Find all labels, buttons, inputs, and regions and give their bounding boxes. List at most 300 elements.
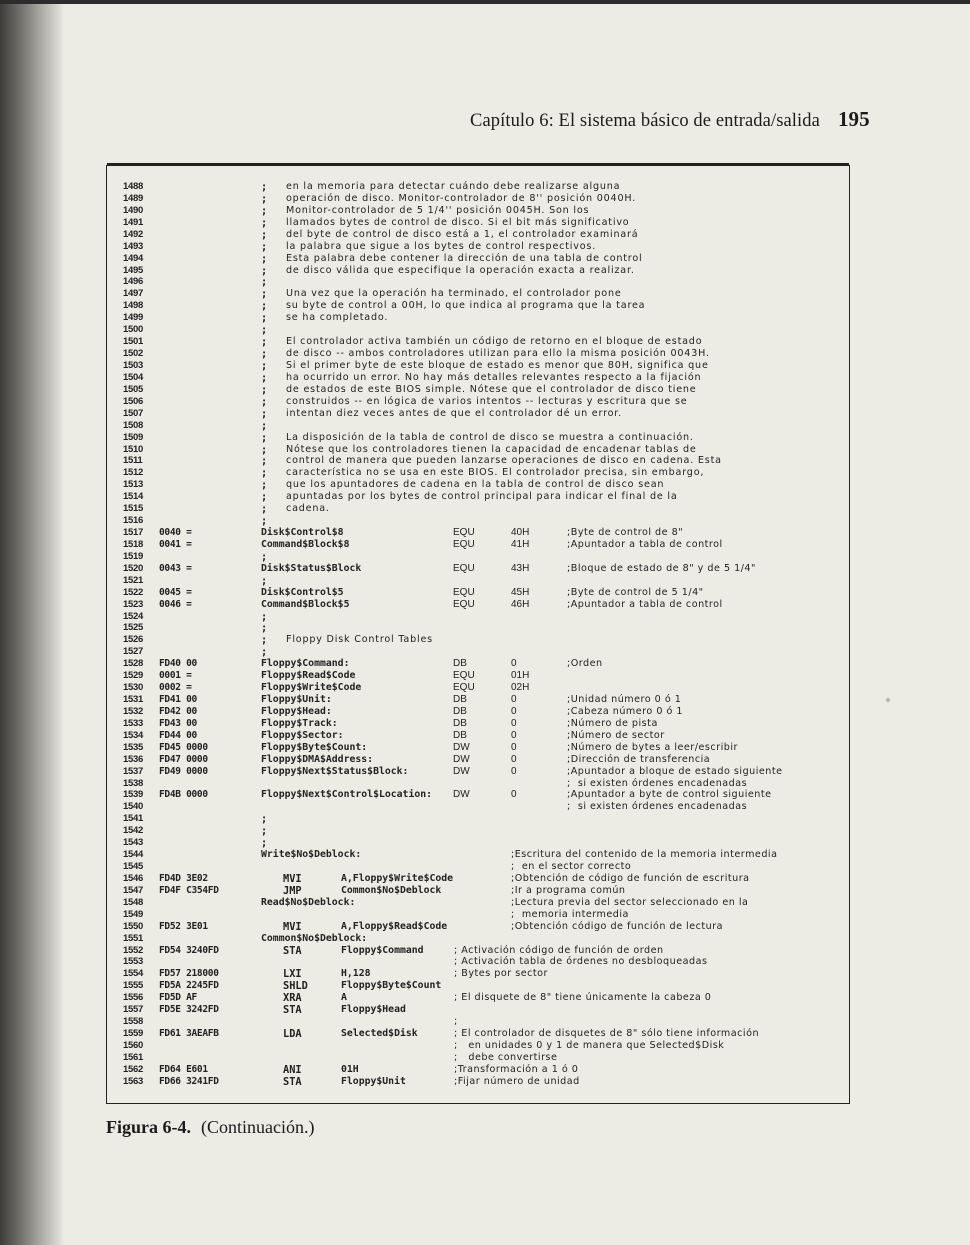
comment-marker: ; — [261, 181, 268, 193]
address-code: FD5D AF — [159, 992, 197, 1004]
figure-caption — [106, 1117, 314, 1138]
remark: ;Ir a programa común — [511, 884, 626, 896]
comment-marker: ; — [261, 634, 268, 647]
comment-text: de estados de este BIOS simple. Nótese que el controlador de disco tiene — [286, 383, 697, 395]
comment-marker: ; — [261, 192, 268, 205]
line-number: 1491 — [123, 216, 143, 228]
comment-text: del byte de control de disco está a 1, el controlador examinará — [286, 228, 639, 240]
line-number: 1550 — [123, 920, 143, 932]
line-number: 1516 — [123, 515, 143, 526]
line-number: 1560 — [123, 1040, 143, 1051]
address-code: FD4B 0000 — [159, 789, 208, 801]
remark: ;Escritura del contenido de la memoria intermedia — [511, 849, 778, 861]
page-header — [470, 107, 870, 132]
code-line — [123, 479, 850, 491]
comment-marker: ; — [261, 837, 268, 850]
remark: ;Apuntador a tabla de control — [567, 538, 723, 550]
code-line — [123, 980, 850, 992]
address-code: 0043 = — [159, 562, 192, 574]
code-line — [123, 575, 850, 587]
line-number: 1529 — [123, 670, 143, 682]
code-line — [123, 396, 850, 408]
address-code: FD5E 3242FD — [159, 1004, 219, 1016]
line-number: 1504 — [123, 371, 143, 383]
opcode: MVI — [283, 920, 302, 933]
instruction-operand: Floppy$Unit — [341, 1075, 406, 1087]
page-number: 195 — [837, 107, 870, 131]
comment-marker: ; — [261, 383, 268, 396]
line-number: 1496 — [123, 276, 143, 288]
operand-value: 0 — [511, 705, 517, 717]
line-number: 1542 — [123, 825, 143, 837]
line-number: 1546 — [123, 872, 143, 884]
line-number: 1521 — [123, 574, 143, 586]
remark: ; si existen órdenes encadenadas — [567, 777, 748, 789]
code-line — [123, 288, 850, 300]
comment-text: la palabra que sigue a los bytes de control respectivos. — [286, 240, 597, 252]
comment-text: Floppy Disk Control Tables — [286, 634, 433, 646]
symbol-label: Command$Block$8 — [261, 538, 350, 550]
comment-marker: ; — [261, 336, 268, 349]
address-code: FD45 0000 — [159, 741, 208, 753]
line-number: 1552 — [123, 944, 143, 956]
remark: ; en el sector correcto — [511, 861, 632, 872]
symbol-label: Floppy$Next$Control$Location: — [261, 789, 433, 801]
line-number: 1488 — [123, 181, 143, 192]
line-number: 1508 — [123, 419, 143, 431]
code-line — [123, 873, 850, 885]
code-line — [123, 742, 850, 754]
comment-text: ha ocurrido un error. No hay más detalles relevantes respecto a la fijación — [286, 371, 702, 383]
remark: ;Transformación a 1 ó 0 — [454, 1063, 579, 1075]
comment-marker: ; — [261, 622, 268, 635]
comment-marker: ; — [261, 467, 268, 480]
figure-caption-text: (Continuación.) — [201, 1117, 315, 1137]
instruction-operand: A,Floppy$Write$Code — [341, 872, 454, 884]
address-code: FD42 00 — [159, 705, 197, 717]
opcode: LDA — [283, 1028, 302, 1040]
code-line — [123, 1016, 850, 1028]
address-code: 0041 = — [159, 538, 192, 550]
line-number: 1503 — [123, 359, 143, 371]
code-line — [123, 205, 850, 217]
line-number: 1528 — [123, 658, 143, 670]
address-code: 0046 = — [159, 598, 192, 610]
comment-marker: ; — [261, 419, 268, 432]
address-code: FD47 0000 — [159, 753, 208, 765]
address-code: FD54 3240FD — [159, 944, 219, 956]
operand-value: 0 — [511, 729, 517, 741]
directive: DW — [453, 741, 470, 753]
code-line — [123, 467, 850, 479]
opcode: STA — [283, 1075, 302, 1088]
comment-marker: ; — [261, 252, 268, 265]
comment-text: Una vez que la operación ha terminado, el controlador pone — [286, 288, 622, 300]
line-number: 1555 — [123, 980, 143, 992]
operand-value: 02H — [511, 682, 530, 694]
code-line — [123, 992, 850, 1004]
line-number: 1512 — [123, 467, 143, 479]
code-line — [123, 300, 850, 312]
symbol-label: Floppy$Write$Code — [261, 682, 362, 694]
address-code: FD41 00 — [159, 694, 197, 705]
directive: EQU — [453, 562, 475, 574]
comment-marker: ; — [261, 348, 268, 360]
line-number: 1533 — [123, 717, 143, 729]
code-line — [123, 813, 850, 825]
remark: ; si existen órdenes encadenadas — [567, 801, 748, 813]
code-line — [123, 408, 850, 420]
comment-marker: ; — [261, 395, 268, 408]
line-number: 1543 — [123, 837, 143, 849]
operand-value: 01H — [511, 670, 530, 682]
code-line — [123, 933, 850, 945]
line-number: 1547 — [123, 884, 143, 896]
code-line — [123, 718, 850, 730]
figure-label: Figura 6-4. — [106, 1117, 191, 1137]
remark: ;Byte de control de 8" — [567, 527, 684, 538]
line-number: 1492 — [123, 228, 143, 240]
directive: EQU — [453, 527, 475, 538]
address-code: FD61 3AEAFB — [159, 1028, 219, 1039]
remark: ;Número de bytes a leer/escribir — [567, 741, 738, 753]
address-code: FD40 00 — [159, 658, 197, 670]
operand-value: 45H — [511, 586, 530, 598]
code-line — [123, 634, 850, 646]
code-line — [123, 372, 850, 384]
symbol-label: Write$No$Deblock: — [261, 849, 362, 861]
remark: ;Unidad número 0 ó 1 — [567, 694, 682, 705]
instruction-operand: A,Floppy$Read$Code — [341, 920, 448, 932]
line-number: 1510 — [123, 443, 143, 455]
code-line — [123, 956, 850, 968]
instruction-operand: H,128 — [341, 968, 371, 980]
remark: ;Cabeza número 0 ó 1 — [567, 705, 684, 717]
symbol-label: Floppy$Command: — [261, 658, 350, 670]
instruction-operand: Floppy$Head — [341, 1004, 406, 1016]
code-line — [123, 181, 850, 193]
code-line — [123, 646, 850, 658]
symbol-label: Floppy$Unit: — [261, 694, 332, 705]
comment-marker: ; — [261, 825, 268, 838]
instruction-operand: 01H — [341, 1063, 359, 1075]
directive: DB — [453, 729, 467, 741]
comment-marker: ; — [261, 288, 268, 301]
instruction-operand: Selected$Disk — [341, 1028, 418, 1039]
code-line — [123, 1064, 850, 1076]
address-code: FD4D 3E02 — [159, 872, 208, 884]
opcode: LXI — [283, 968, 302, 981]
code-line — [123, 909, 850, 921]
symbol-label: Floppy$Sector: — [261, 729, 344, 741]
code-line — [123, 336, 850, 348]
address-code: FD52 3E01 — [159, 920, 208, 932]
remark: ; Activación código de función de orden — [454, 944, 664, 956]
code-line — [123, 622, 850, 634]
top-edge — [0, 0, 970, 4]
opcode: JMP — [283, 884, 302, 897]
directive: DW — [453, 765, 470, 777]
operand-value: 46H — [511, 598, 530, 610]
code-line — [123, 384, 850, 396]
address-code: FD44 00 — [159, 729, 197, 741]
line-number: 1540 — [123, 801, 143, 813]
code-line — [123, 670, 850, 682]
directive: EQU — [453, 670, 475, 682]
line-number: 1523 — [123, 598, 143, 610]
operand-value: 0 — [511, 789, 517, 801]
opcode: XRA — [283, 992, 302, 1005]
code-line — [123, 1040, 850, 1052]
instruction-operand: A — [341, 992, 347, 1004]
remark: ;Apuntador a byte de control siguiente — [567, 789, 772, 801]
remark: ; — [454, 1016, 458, 1028]
line-number: 1493 — [123, 240, 143, 252]
directive: DB — [453, 705, 467, 717]
code-line — [123, 789, 850, 801]
symbol-label: Floppy$Next$Status$Block: — [261, 765, 409, 777]
operand-value: 0 — [511, 741, 517, 753]
comment-text: llamados bytes de control de disco. Si el bit más significativo — [286, 216, 630, 228]
code-line — [123, 432, 850, 444]
code-line — [123, 885, 850, 897]
line-number: 1526 — [123, 634, 143, 646]
line-number: 1554 — [123, 968, 143, 980]
comment-marker: ; — [261, 324, 268, 337]
line-number: 1545 — [123, 861, 143, 872]
line-number: 1489 — [123, 192, 143, 204]
comment-marker: ; — [261, 443, 268, 456]
code-line — [123, 599, 850, 611]
address-code: 0045 = — [159, 586, 192, 598]
line-number: 1513 — [123, 479, 143, 491]
chapter-title: Capítulo 6: El sistema básico de entrada/salida — [470, 111, 820, 131]
line-number: 1490 — [123, 204, 143, 216]
directive: DW — [453, 789, 470, 801]
code-line — [123, 324, 850, 336]
line-number: 1534 — [123, 729, 143, 741]
line-number: 1562 — [123, 1063, 143, 1075]
remark: ; Bytes por sector — [454, 968, 548, 980]
line-number: 1524 — [123, 610, 143, 622]
code-line — [123, 861, 850, 873]
comment-marker: ; — [261, 813, 268, 826]
line-number: 1544 — [123, 849, 143, 861]
code-line — [123, 217, 850, 229]
symbol-label: Read$No$Deblock: — [261, 896, 356, 908]
code-line — [123, 837, 850, 849]
line-number: 1535 — [123, 741, 143, 753]
line-number: 1495 — [123, 264, 143, 276]
directive: DB — [453, 658, 467, 670]
code-line — [123, 706, 850, 718]
line-number: 1494 — [123, 252, 143, 264]
directive: DW — [453, 753, 470, 765]
comment-marker: ; — [261, 264, 268, 277]
comment-marker: ; — [261, 204, 268, 217]
line-number: 1551 — [123, 932, 143, 944]
code-line — [123, 1076, 850, 1088]
code-line — [123, 754, 850, 766]
line-number: 1549 — [123, 908, 143, 920]
comment-marker: ; — [261, 550, 268, 563]
remark: ;Lectura previa del sector seleccionado en la — [511, 896, 749, 908]
line-number: 1500 — [123, 324, 143, 336]
symbol-label: Floppy$Read$Code — [261, 670, 356, 682]
directive: DB — [453, 694, 467, 705]
address-code: FD4F C354FD — [159, 884, 219, 896]
address-code: FD43 00 — [159, 717, 197, 729]
comment-text: apuntadas por los bytes de control principal para indicar el final de la — [286, 491, 678, 503]
line-number: 1502 — [123, 348, 143, 359]
comment-marker: ; — [261, 503, 268, 516]
directive: DB — [453, 717, 467, 729]
code-line — [123, 503, 850, 515]
code-line — [123, 849, 850, 861]
line-number: 1557 — [123, 1004, 143, 1016]
remark: ;Orden — [567, 658, 603, 670]
code-line — [123, 455, 850, 467]
line-number: 1532 — [123, 705, 143, 717]
comment-text: control de manera que pueden lanzarse operaciones de disco en cadena. Esta — [286, 455, 722, 467]
line-number: 1531 — [123, 694, 143, 705]
comment-marker: ; — [261, 276, 268, 289]
code-line — [123, 1052, 850, 1064]
symbol-label: Disk$Control$5 — [261, 586, 344, 598]
address-code: 0040 = — [159, 527, 192, 538]
line-number: 1558 — [123, 1016, 143, 1028]
remark: ;Obtención de código de función de escritura — [511, 872, 750, 884]
symbol-label: Floppy$Head: — [261, 705, 332, 717]
comment-marker: ; — [261, 431, 268, 444]
comment-marker: ; — [261, 646, 268, 659]
address-code: FD66 3241FD — [159, 1075, 219, 1087]
line-number: 1525 — [123, 622, 143, 634]
code-line — [123, 825, 850, 837]
comment-text: se ha completado. — [286, 312, 389, 324]
remark: ;Apuntador a bloque de estado siguiente — [567, 765, 783, 777]
line-number: 1563 — [123, 1075, 143, 1087]
operand-value: 41H — [511, 538, 530, 550]
code-line — [123, 229, 850, 241]
comment-marker: ; — [261, 312, 268, 325]
symbol-label: Floppy$DMA$Address: — [261, 753, 374, 765]
comment-text: construidos -- en lógica de varios intentos -- lecturas y escritura que se — [286, 395, 688, 407]
line-number: 1498 — [123, 300, 143, 312]
instruction-operand: Common$No$Deblock — [341, 884, 442, 896]
code-line — [123, 551, 850, 563]
line-number: 1559 — [123, 1028, 143, 1039]
comment-marker: ; — [261, 455, 268, 468]
address-code: FD49 0000 — [159, 765, 208, 777]
comment-text: Monitor-controlador de 5 1/4'' posición 0045H. Son los — [286, 204, 590, 216]
code-line — [123, 241, 850, 253]
code-line — [123, 730, 850, 742]
symbol-label: Common$No$Deblock: — [261, 932, 368, 944]
comment-text: que los apuntadores de cadena en la tabla de control de disco sean — [286, 479, 665, 491]
line-number: 1507 — [123, 407, 143, 419]
remark: ; memoria intermedia — [511, 908, 629, 920]
instruction-operand: Floppy$Command — [341, 944, 424, 956]
remark: ; debe convertirse — [454, 1051, 558, 1063]
comment-marker: ; — [261, 216, 268, 229]
line-number: 1519 — [123, 550, 143, 562]
opcode: STA — [283, 1004, 302, 1017]
comment-text: su byte de control a 00H, lo que indica al programa que la tarea — [286, 300, 646, 312]
comment-text: La disposición de la tabla de control de disco se muestra a continuación. — [286, 431, 694, 443]
symbol-label: Command$Block$5 — [261, 598, 350, 610]
comment-marker: ; — [261, 491, 268, 504]
line-number: 1518 — [123, 538, 143, 550]
code-line — [123, 312, 850, 324]
line-number: 1537 — [123, 765, 143, 777]
directive: EQU — [453, 586, 475, 598]
comment-marker: ; — [261, 574, 268, 587]
symbol-label: Floppy$Track: — [261, 717, 338, 729]
comment-marker: ; — [261, 300, 268, 313]
line-number: 1515 — [123, 503, 143, 515]
symbol-label: Floppy$Byte$Count: — [261, 741, 368, 753]
code-line — [123, 945, 850, 957]
address-code: FD57 218000 — [159, 968, 219, 980]
code-line — [123, 694, 850, 706]
operand-value: 43H — [511, 562, 530, 574]
remark: ; El controlador de disquetes de 8" sólo tiene información — [454, 1028, 760, 1039]
code-line — [123, 921, 850, 933]
code-line — [123, 801, 850, 813]
operand-value: 40H — [511, 527, 530, 538]
comment-marker: ; — [261, 240, 268, 253]
code-line — [123, 265, 850, 277]
comment-text: de disco válida que especifique la operación exacta a realizar. — [286, 264, 635, 276]
address-code: FD5A 2245FD — [159, 980, 219, 992]
directive: EQU — [453, 538, 475, 550]
remark: ;Número de sector — [567, 729, 665, 741]
instruction-operand: Floppy$Byte$Count — [341, 980, 442, 992]
symbol-label: Disk$Control$8 — [261, 527, 344, 538]
comment-text: cadena. — [286, 503, 330, 515]
line-number: 1522 — [123, 586, 143, 598]
comment-marker: ; — [261, 479, 268, 492]
line-number: 1527 — [123, 646, 143, 658]
line-number: 1530 — [123, 682, 143, 694]
code-line — [123, 276, 850, 288]
line-number: 1499 — [123, 312, 143, 324]
line-number: 1506 — [123, 395, 143, 407]
code-line — [123, 360, 850, 372]
code-line — [123, 1004, 850, 1016]
directive: EQU — [453, 682, 475, 694]
comment-marker: ; — [261, 359, 268, 372]
remark: ; en unidades 0 y 1 de manera que Selected$Disk — [454, 1040, 725, 1051]
symbol-label: Disk$Status$Block — [261, 562, 362, 574]
code-line — [123, 658, 850, 670]
remark: ;Byte de control de 5 1/4" — [567, 586, 704, 598]
comment-marker: ; — [261, 371, 268, 384]
comment-marker: ; — [261, 228, 268, 241]
line-number: 1561 — [123, 1051, 143, 1063]
address-code: 0002 = — [159, 682, 192, 694]
comment-text: intentan diez veces antes de que el controlador dé un error. — [286, 407, 622, 419]
comment-text: Esta palabra debe contener la dirección de una tabla de control — [286, 252, 643, 264]
comment-text: de disco -- ambos controladores utilizan para ello la misma posición 0043H. — [286, 348, 710, 359]
address-code: FD64 E601 — [159, 1063, 208, 1075]
code-line — [123, 420, 850, 432]
line-number: 1501 — [123, 336, 143, 348]
line-number: 1520 — [123, 562, 143, 574]
comment-text: El controlador activa también un código de retorno en el bloque de estado — [286, 336, 703, 348]
code-line — [123, 193, 850, 205]
